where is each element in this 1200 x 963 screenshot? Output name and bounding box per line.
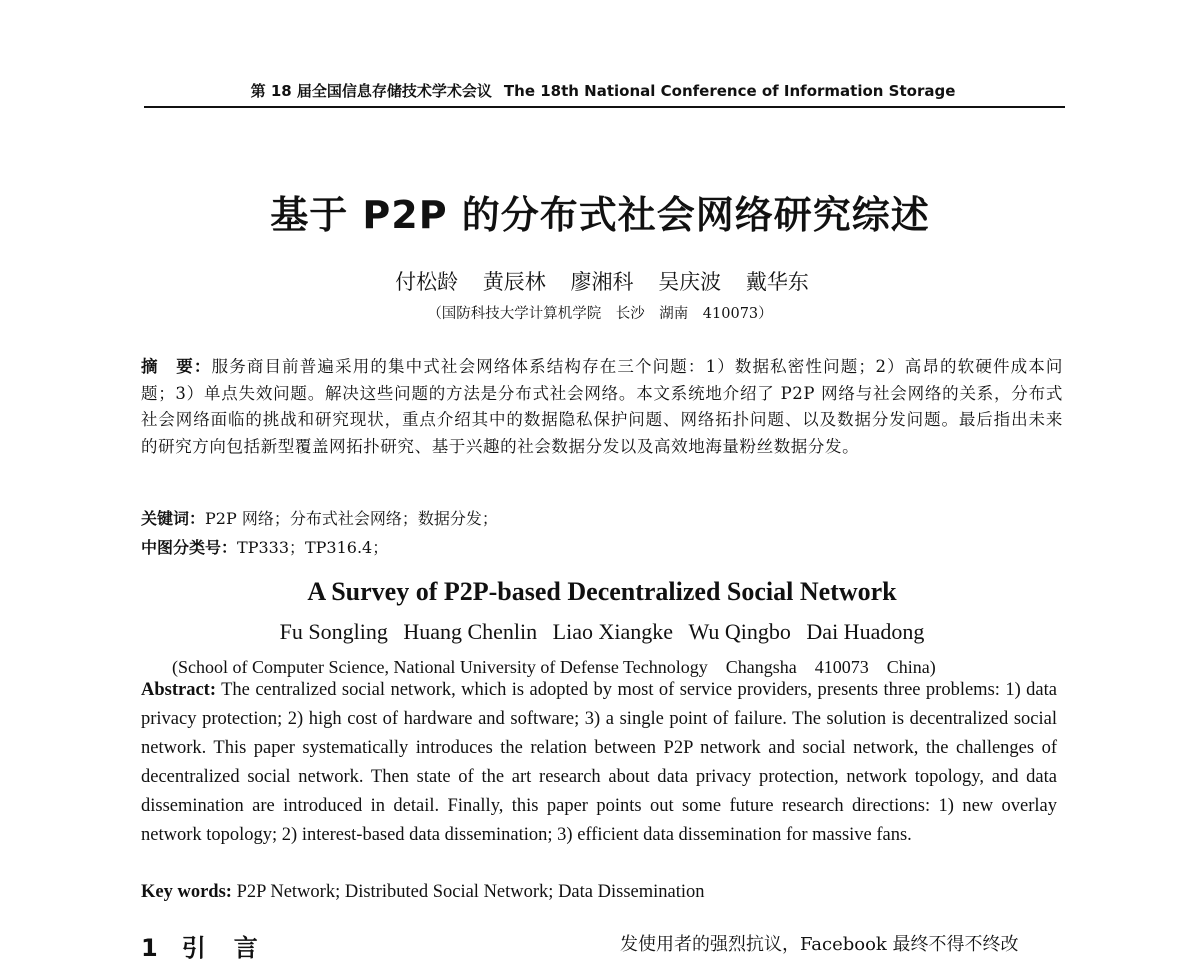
author-en: Wu Qingbo: [688, 619, 791, 644]
classification-cn: [141, 535, 388, 558]
section-number: 1: [141, 934, 160, 962]
header-rule: [144, 106, 1065, 108]
author-en: Fu Songling: [279, 619, 388, 644]
affiliation-cn: （国防科技大学计算机学院 长沙 湖南 410073）: [427, 306, 773, 322]
keywords-cn-label: 关键词：: [141, 509, 206, 528]
keywords-en-label: Key words:: [141, 882, 232, 902]
section-title: 引言: [181, 934, 286, 962]
affiliation-en: (School of Computer Science, National University of Defense Technology Changsha 410073 China): [172, 657, 936, 677]
abstract-en-text: The centralized social network, which is adopted by most of service providers, presents three problems: 1) data privacy protection; 2) high cost of hardware and software; 3) a single point of failure. The solution is decentralized social network. This paper systematically introduces the relation between P2P network and social network, the challenges of decentralized social network. Then state of the art research about data privacy protection, network topology, and data dissemination are introduced in detail. Finally, this paper points out some future research directions: 1) new overlay network topology; 2) interest-based data dissemination; 3) efficient data dissemination for massive fans.: [141, 680, 1057, 845]
running-header: [144, 80, 1062, 101]
classification-cn-text: TP333；TP316.4；: [237, 538, 389, 557]
abstract-cn: [141, 354, 1063, 460]
conference-name-cn: 第 18 届全国信息存储技术学术会议: [250, 82, 492, 100]
keywords-en-text: P2P Network; Distributed Social Network; Data Dissemination: [236, 882, 705, 902]
abstract-en: [141, 676, 1057, 850]
author-cn: 吴庆波: [658, 270, 722, 294]
abstract-cn-text: 服务商目前普遍采用的集中式社会网络体系结构存在三个问题：1）数据私密性问题；2）高昂的软硬件成本问题；3）单点失效问题。解决这些问题的方法是分布式社会网络。本文系统地介绍了 P2P 网络与社会网络的关系，分布式社会网络面临的挑战和研究现状，重点介绍其中的数据隐私保护问题、网络拓扑问题、以及数据分发问题。最后指出未来的研究方向包括新型覆盖网拓扑研究、基于兴趣的社会数据分发以及高效地海量粉丝数据分发。: [141, 357, 1063, 456]
author-cn: 戴华东: [745, 270, 809, 294]
abstract-en-label: Abstract:: [141, 680, 217, 700]
author-list-cn: [0, 266, 1200, 296]
classification-cn-label: 中图分类号：: [141, 538, 238, 557]
paper-title-en: A Survey of P2P-based Decentralized Social Network: [307, 577, 897, 606]
conference-name-en: The 18th National Conference of Information Storage: [503, 82, 956, 100]
author-cn: 付松龄: [395, 270, 459, 294]
column2-text-line: 发使用者的强烈抗议，Facebook 最终不得不终改: [620, 934, 1019, 955]
author-en: Dai Huadong: [806, 619, 925, 644]
author-en: Huang Chenlin: [403, 619, 538, 644]
keywords-en: [141, 882, 705, 903]
author-cn: 廖湘科: [570, 270, 634, 294]
author-cn: 黄辰林: [482, 270, 546, 294]
paper-title-cn: 基于 P2P 的分布式社会网络研究综述: [270, 193, 930, 237]
keywords-cn-text: P2P 网络；分布式社会网络；数据分发；: [205, 509, 498, 528]
abstract-cn-label: 摘 要：: [141, 357, 212, 376]
keywords-cn: [141, 506, 498, 529]
author-list-en: [0, 619, 1200, 645]
author-en: Liao Xiangke: [552, 619, 674, 644]
